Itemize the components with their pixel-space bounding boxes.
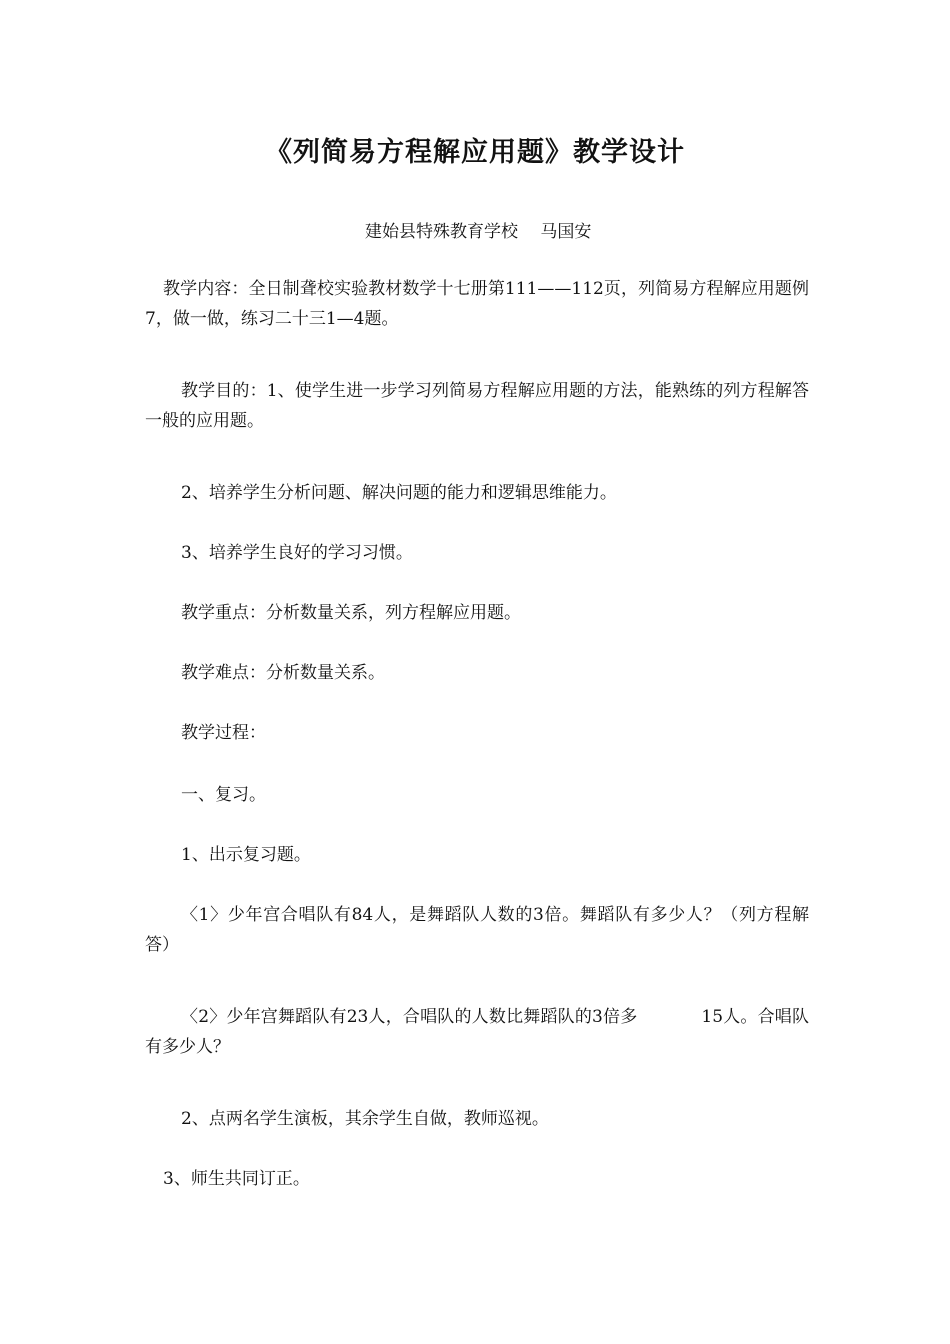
question-2-paragraph — [145, 1002, 809, 1062]
process-heading: 教学过程： — [181, 723, 266, 743]
document-title: 《列简易方程解应用题》教学设计 — [265, 137, 685, 168]
step-1-paragraph: 1、出示复习题。 — [181, 845, 311, 865]
author-line: 建始县特殊教育学校 马国安 — [365, 222, 592, 242]
question-2-text-part2: 15人。合唱队有多少人？ — [145, 1007, 809, 1057]
step-3-paragraph: 3、师生共同订正。 — [163, 1169, 310, 1189]
teaching-goal-paragraph: 教学目的：1、使学生进一步学习列简易方程解应用题的方法，能熟练的列方程解答一般的应用题。 — [145, 381, 809, 431]
goal-3-paragraph: 3、培养学生良好的学习习惯。 — [181, 543, 413, 563]
step-2-paragraph: 2、点两名学生演板，其余学生自做，教师巡视。 — [181, 1109, 549, 1129]
key-point-paragraph: 教学重点：分析数量关系，列方程解应用题。 — [181, 603, 521, 623]
difficulty-paragraph: 教学难点：分析数量关系。 — [181, 663, 385, 683]
question-2-text-part1: 〈2〉少年宫舞蹈队有23人，合唱队的人数比舞蹈队的3倍多 — [181, 1007, 638, 1027]
teaching-content-paragraph: 教学内容：全日制聋校实验教材数学十七册第111——112页，列简易方程解应用题例7，做一做，练习二十三1—4题。 — [145, 279, 809, 329]
review-heading: 一、复习。 — [181, 785, 266, 805]
question-1-paragraph: 〈1〉少年宫合唱队有84人，是舞蹈队人数的3倍。舞蹈队有多少人？（列方程解答） — [145, 905, 809, 955]
goal-2-paragraph: 2、培养学生分析问题、解决问题的能力和逻辑思维能力。 — [181, 483, 617, 503]
